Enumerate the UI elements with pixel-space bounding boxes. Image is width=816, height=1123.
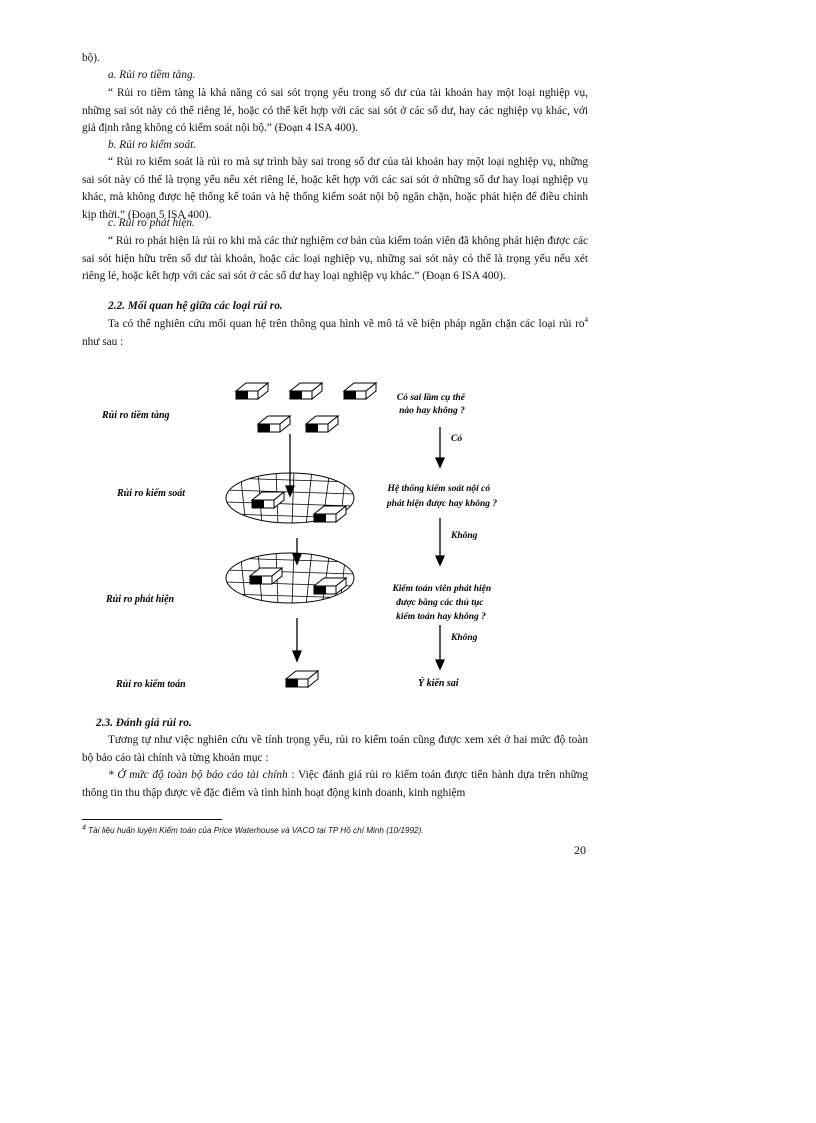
section-a-body: “ Rủi ro tiềm tàng là khả năng có sai sót trọng yếu trong số dư của tài khoản hay một loại nghiệp vụ, những sai sót này có thể riêng lẻ, hoặc có thể kết hợp với các sai sót ở các số dư, hay các nghiệp vụ khác, với giả định rằng không có kiểm soát nội bộ.” (Đoạn 4 ISA 400). bbox=[82, 87, 588, 134]
error-block-1 bbox=[236, 383, 268, 399]
answer-2: Không bbox=[451, 531, 478, 541]
result-wrong-opinion: Ý kiến sai bbox=[418, 678, 459, 689]
section-2-3-item-text: : Việc đánh giá rủi ro kiểm toán được tiến hành dựa trên những thông tin thu thập được về đặc điểm và tình hình hoạt động kinh doanh, kinh nghiệm bbox=[82, 769, 588, 799]
section-c-body: “ Rủi ro phát hiện là rủi ro khi mà các thử nghiệm cơ bản của kiểm toán viên đã không phát hiện được các sai sót hiện hữu trên số dư tài khoản, hoặc các loại nghiệp vụ, những sai sót này có thể là trọng yếu nếu xét riêng lẻ, hoặc kết hợp với các sai sót ở các số dư hay loại nghiệp vụ khác.” (Đoạn 6 ISA 400). bbox=[82, 235, 588, 282]
lead-text: bộ). bbox=[82, 52, 100, 64]
section-2-2-text: Ta có thể nghiên cứu mối quan hệ trên thông qua hình vẽ mô tả về biện pháp ngăn chặn các loại rủi ro bbox=[108, 318, 585, 330]
section-2-3-item bbox=[82, 767, 588, 802]
detection-filter-grid bbox=[226, 550, 354, 606]
label-audit-risk: Rủi ro kiểm toán bbox=[116, 679, 186, 690]
flow-arrows bbox=[286, 434, 301, 661]
error-block-3 bbox=[344, 383, 376, 399]
footnote-divider bbox=[82, 819, 222, 820]
audit-error-block bbox=[286, 671, 318, 687]
section-2-3-body: Tương tự như việc nghiên cứu về tính trọng yếu, rủi ro kiểm toán cũng được xem xét ở hai mức độ toàn bộ báo cáo tài chính và từng khoản mục : bbox=[82, 734, 588, 764]
question-2: Hệ thống kiểm soát nội có phát hiện được hay không ? bbox=[386, 484, 498, 509]
section-2-2-text-end: như sau : bbox=[82, 335, 124, 348]
label-detection-risk: Rủi ro phát hiện bbox=[106, 594, 175, 605]
question-1: Có sai lầm cụ thể nào hay không ? bbox=[396, 393, 465, 416]
footnote-text: Tài liệu huấn luyện Kiểm toán của Price Waterhouse và VACO tại TP Hồ chí Minh (10/1992). bbox=[85, 826, 424, 835]
error-block-4 bbox=[258, 416, 290, 432]
section-2-2-body bbox=[82, 316, 588, 351]
decision-arrows bbox=[436, 427, 444, 669]
footnote bbox=[82, 826, 424, 835]
error-block-2 bbox=[290, 383, 322, 399]
section-2-3-heading: 2.3. Đánh giá rủi ro. bbox=[96, 717, 192, 729]
section-c-heading: c. Rủi ro phát hiện. bbox=[108, 217, 195, 229]
label-control-risk: Rủi ro kiểm soát bbox=[117, 488, 186, 499]
section-2-2-heading: 2.2. Mối quan hệ giữa các loại rủi ro. bbox=[108, 300, 283, 312]
answer-1: Có bbox=[451, 434, 463, 444]
question-3: Kiểm toán viên phát hiện được bằng các thủ tục kiểm toán hay không ? bbox=[392, 584, 492, 622]
page-number: 20 bbox=[574, 843, 586, 857]
section-b-heading: b. Rủi ro kiểm soát. bbox=[108, 139, 197, 151]
error-block-5 bbox=[306, 416, 338, 432]
footnote-number: 4 bbox=[82, 824, 86, 832]
risk-relationship-diagram bbox=[0, 360, 816, 720]
answer-3: Không bbox=[451, 633, 478, 643]
section-2-3-item-label: * Ở mức độ toàn bộ báo cáo tài chính bbox=[108, 769, 288, 781]
section-a-heading: a. Rủi ro tiềm tàng. bbox=[108, 69, 196, 81]
label-inherent-risk: Rủi ro tiềm tàng bbox=[102, 410, 170, 421]
section-b-body: “ Rủi ro kiểm soát là rủi ro mà sự trình bày sai trong số dư của tài khoản hay một loại nghiệp vụ, những sai sót này có thể là trọng yếu nếu xét riêng lẻ, hoặc kết hợp với các sai sót ở những số dư hay loại nghiệp vụ khác, mà không được hệ thống kế toán và hệ thống kiểm soát nội bộ ngăn chặn, hoặc phát hiện để điều chỉnh kịp thời.” (Đoạn 5 ISA 400). bbox=[82, 156, 588, 221]
footnote-reference: 4 bbox=[584, 316, 588, 325]
